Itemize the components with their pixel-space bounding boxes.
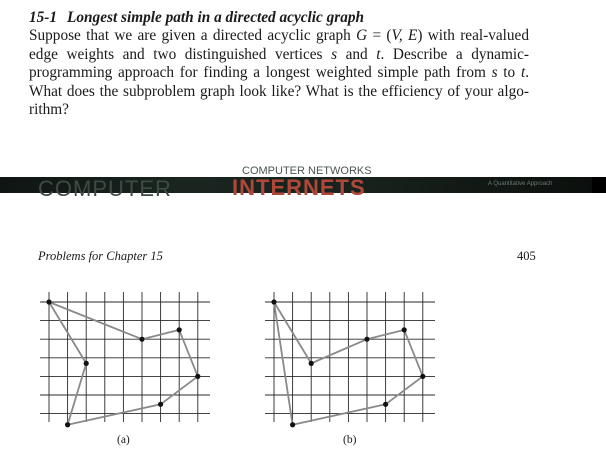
vertex-point: [84, 361, 89, 366]
vertex-point: [309, 361, 314, 366]
strip-edge: [592, 177, 606, 193]
vertex-point: [383, 402, 388, 407]
figure-a-grid-path: [38, 290, 213, 425]
figure-b-grid-path: [263, 290, 438, 425]
page-number: 405: [517, 249, 536, 263]
problem-title: Longest simple path in a directed acyclic graph: [67, 9, 365, 26]
vertex-point: [290, 422, 295, 427]
cover-photo-strip: [0, 165, 606, 201]
vertex-point: [65, 422, 70, 427]
figure-b-caption: (b): [343, 434, 357, 446]
vertex-point: [364, 337, 369, 342]
body-text: . Describe a dynamic-programming approach for finding a longest weighted simple path from: [29, 45, 529, 82]
math-symbol: t: [376, 45, 381, 63]
body-text: = (: [367, 27, 392, 45]
vertex-point: [420, 374, 425, 379]
math-symbol: V, E: [391, 27, 418, 45]
figure-a-caption: (a): [117, 434, 130, 446]
body-text: and: [337, 45, 377, 63]
math-symbol: G: [356, 27, 368, 45]
math-symbol: s: [331, 45, 338, 63]
cover-word-left: COMPUTER: [38, 176, 172, 201]
vertex-point: [195, 374, 200, 379]
cover-word-right: A Quantitative Approach: [488, 181, 553, 187]
body-text: Suppose that we are given a directed acyclic graph: [29, 27, 357, 45]
math-symbol: t: [520, 64, 526, 82]
problem-title-line: [29, 9, 529, 27]
vertex-point: [139, 337, 144, 342]
vertex-point: [402, 327, 407, 332]
problem-body: [29, 27, 529, 119]
running-head: Problems for Chapter 15: [38, 249, 163, 263]
body-text: . What does the subproblem graph look like? What is the efficiency of your algo-rithm?: [29, 64, 530, 119]
vertex-point: [158, 402, 163, 407]
body-text: ) with real-valued edge weights and two distinguished vertices: [29, 27, 529, 63]
vertex-point: [177, 327, 182, 332]
body-text: to: [497, 64, 521, 82]
cover-word-center: INTERNETS: [232, 175, 366, 200]
cover-word-top: COMPUTER NETWORKS: [242, 165, 372, 177]
vertex-point: [46, 299, 51, 304]
problem-15-1: [29, 9, 529, 119]
problem-number: 15-1: [29, 9, 58, 26]
math-symbol: s: [491, 64, 498, 82]
vertex-point: [271, 299, 276, 304]
